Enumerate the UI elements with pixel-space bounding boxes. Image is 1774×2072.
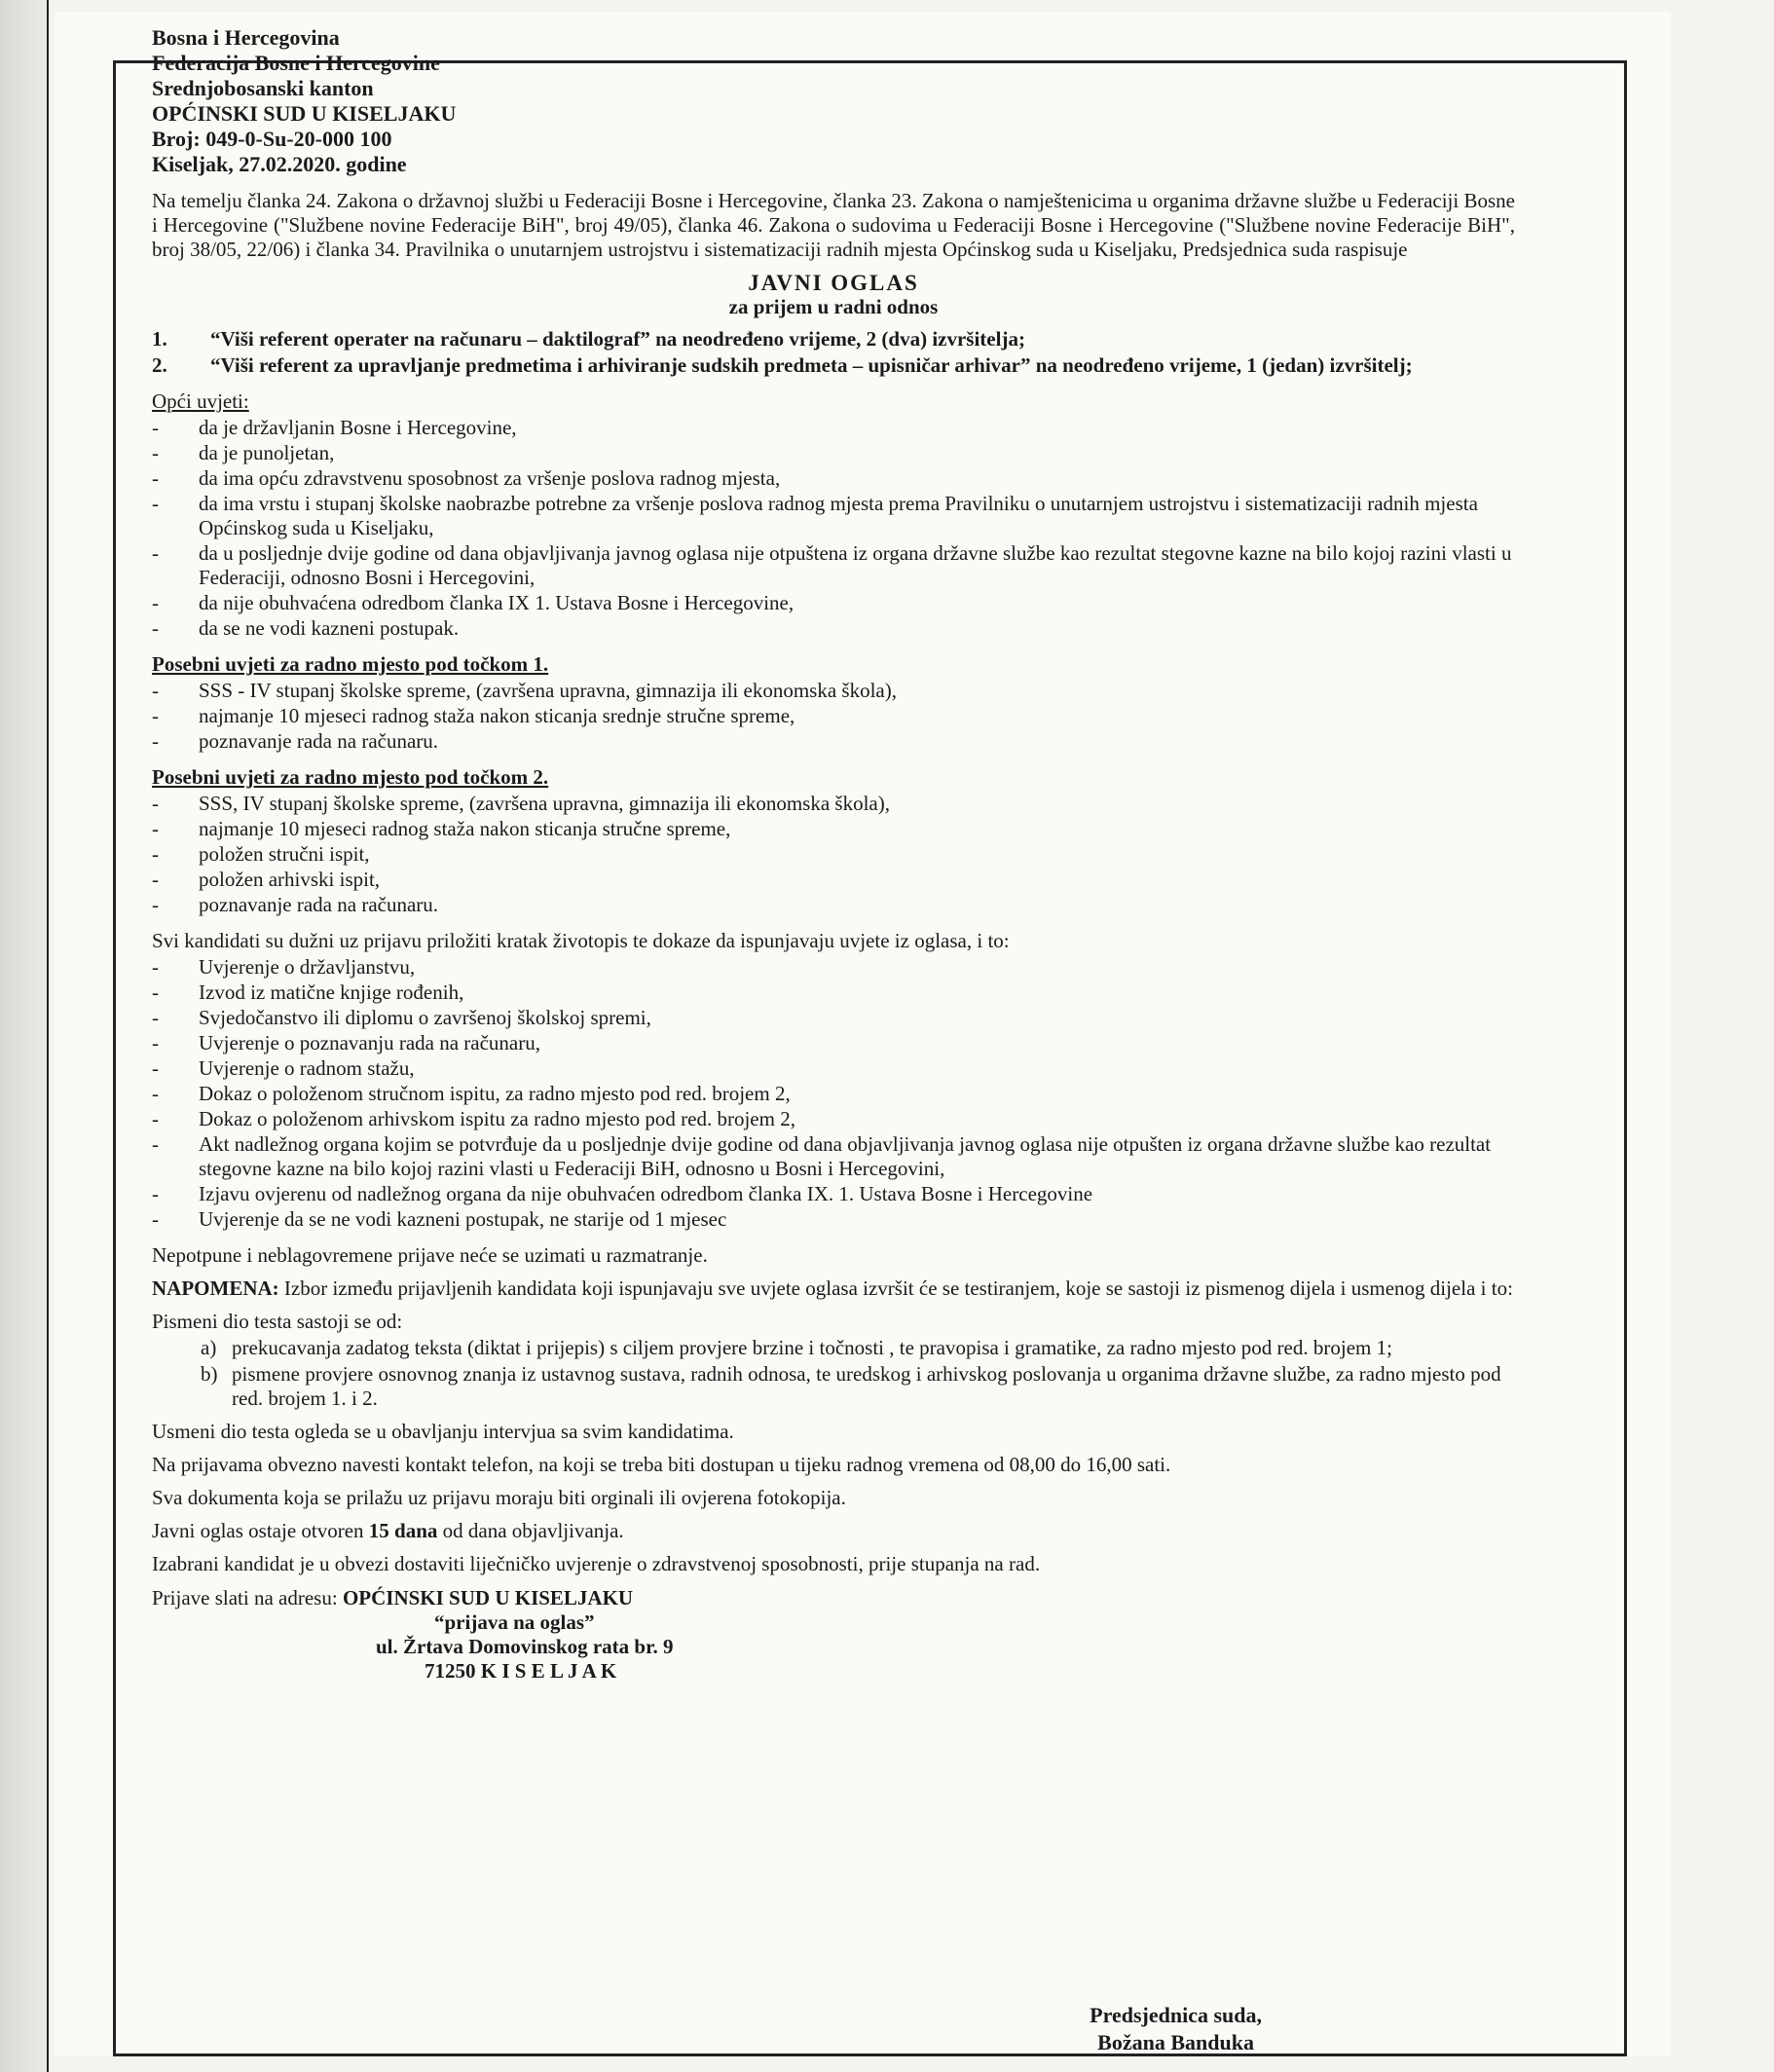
list-item-text: da je državljanin Bosne i Hercegovine,	[199, 416, 517, 439]
header-date: Kiseljak, 27.02.2020. godine	[152, 152, 407, 176]
list-item: - da nije obuhvaćena odredbom članka IX 1. Ustava Bosne i Hercegovine,	[152, 591, 1515, 615]
address-line	[152, 1659, 1515, 1684]
list-item-text: Uvjerenje o poznavanju rada na računaru,	[199, 1031, 540, 1054]
list-item-text: SSS - IV stupanj školske spreme, (završena upravna, gimnazija ili ekonomska škola),	[199, 679, 897, 702]
item-text: pismene provjere osnovnog znanja iz ustavnog sustava, radnih odnosa, te uredskog i arhivskog poslovanja u organima državne službe, za radno mjesto pod red. brojem 1. i 2.	[232, 1362, 1501, 1410]
list-item: - Izjavu ovjerenu od nadležnog organa da nije obuhvaćen odredbom članka IX. 1. Ustava Bosne i Hercegovine	[152, 1182, 1515, 1206]
address-court: OPĆINSKI SUD U KISELJAKU	[342, 1586, 634, 1610]
header-number: Broj: 049-0-Su-20-000 100	[152, 127, 392, 151]
list-item-text: poznavanje rada na računaru.	[199, 893, 439, 916]
header-court: OPĆINSKI SUD U KISELJAKU	[152, 101, 457, 126]
written-test-item-a	[201, 1336, 1515, 1360]
list-item-text: Svjedočanstvo ili diplomu o završenoj školskoj spremi,	[199, 1006, 651, 1029]
list-item-text: Uvjerenje da se ne vodi kazneni postupak, ne starije od 1 mjesec	[199, 1207, 727, 1231]
general-conditions-list	[152, 416, 1515, 641]
list-item-text: Dokaz o položenom stručnom ispitu, za radno mjesto pod red. brojem 2,	[199, 1082, 791, 1105]
list-item: - položen arhivski ispit,	[152, 868, 1515, 892]
position-item	[152, 353, 1515, 378]
header-federation: Federacija Bosne i Hercegovine	[152, 51, 440, 75]
item-label: b)	[201, 1362, 218, 1386]
position-item	[152, 327, 1515, 352]
list-item: - Akt nadležnog organa kojim se potvrđuje da u posljednje dvije godine od dana objavljivanja javnog oglasa nije otpušten iz organa državne službe kao rezultat stegovne kazne na bilo kojoj razini vlasti u Federaciji BiH, odnosno u Bosni i Hercegovini,	[152, 1132, 1515, 1181]
special-conditions-2-list	[152, 792, 1515, 917]
written-test-intro: Pismeni dio testa sastoji se od:	[152, 1310, 403, 1333]
contact-paragraph: Na prijavama obvezno navesti kontakt telefon, na koji se treba biti dostupan u tijeku radnog vremena od 08,00 do 16,00 sati.	[152, 1453, 1171, 1476]
address-line-text: ul. Žrtava Domovinskog rata br. 9	[376, 1635, 674, 1658]
list-item: - SSS - IV stupanj školske spreme, (završena upravna, gimnazija ili ekonomska škola),	[152, 679, 1515, 703]
open-period-days: 15 dana	[368, 1519, 438, 1542]
list-item: - da ima vrstu i stupanj školske naobrazbe potrebne za vršenje poslova radnog mjesta prema Pravilniku o unutarnjem ustrojstvu i sistematizaciji radnih mjesta Općinskog suda u Kiseljaku,	[152, 492, 1515, 540]
signature-name: Božana Banduka	[1097, 2030, 1254, 2054]
list-item-text: poznavanje rada na računaru.	[199, 729, 439, 753]
court-header	[152, 25, 1515, 177]
signature-role: Predsjednica suda,	[1090, 2003, 1262, 2027]
written-test-item-b	[201, 1362, 1515, 1411]
address-line-text: 71250 K I S E L J A K	[425, 1659, 617, 1683]
list-item-text: da nije obuhvaćena odredbom članka IX 1. Ustava Bosne i Hercegovine,	[199, 591, 795, 614]
positions-list	[152, 327, 1515, 378]
document-sheet	[55, 12, 1671, 2056]
list-item: - poznavanje rada na računaru.	[152, 729, 1515, 754]
general-conditions-heading: Opći uvjeti:	[152, 389, 249, 413]
list-item-text: Izvod iz matične knjige rođenih,	[199, 980, 464, 1004]
header-country: Bosna i Hercegovina	[152, 25, 340, 50]
intro-paragraph: Na temelju članka 24. Zakona o državnoj službi u Federaciji Bosne i Hercegovine, članka 23. Zakona o namještenicima u organima državne službe u Federaciji Bosne i Hercegovine ("Službene novine Federacije BiH", broj 49/05), članka 46. Zakona o sudovima u Federaciji Bosne i Hercegovine ("Službene novine Federacije BiH", broj 38/05, 22/06) i članka 34. Pravilnika o unutarnjem ustrojstvu i sistematizaciji radnih mjesta Općinskog suda u Kiseljaku, Predsjednica suda raspisuje	[152, 189, 1515, 261]
list-item: - da je punoljetan,	[152, 441, 1515, 465]
list-item-text: najmanje 10 mjeseci radnog staža nakon sticanja stručne spreme,	[199, 817, 731, 840]
page-subtitle: za prijem u radni odnos	[728, 295, 939, 318]
list-item: - da se ne vodi kazneni postupak.	[152, 616, 1515, 641]
header-canton: Srednjobosanski kanton	[152, 76, 374, 100]
incomplete-applications-note: Nepotpune i neblagovremene prijave neće se uzimati u razmatranje.	[152, 1243, 708, 1267]
position-number: 2.	[152, 353, 167, 377]
address-line-text: “prijava na oglas”	[434, 1610, 595, 1634]
list-item: - Uvjerenje o radnom stažu,	[152, 1056, 1515, 1081]
list-item: - da u posljednje dvije godine od dana objavljivanja javnog oglasa nije otpuštena iz organa državne službe kao rezultat stegovne kazne na bilo kojoj razini vlasti u Federaciji, odnosno Bosni i Hercegovini,	[152, 541, 1515, 590]
list-item: - poznavanje rada na računaru.	[152, 893, 1515, 917]
list-item: - Izvod iz matične knjige rođenih,	[152, 980, 1515, 1005]
oral-test-paragraph: Usmeni dio testa ogleda se u obavljanju intervjua sa svim kandidatima.	[152, 1420, 734, 1443]
scan-edge	[0, 0, 49, 2072]
open-period-paragraph	[152, 1519, 1515, 1543]
list-item-text: Uvjerenje o radnom stažu,	[199, 1056, 415, 1080]
special-conditions-2-heading: Posebni uvjeti za radno mjesto pod točkom 2.	[152, 765, 549, 789]
medical-paragraph: Izabrani kandidat je u obvezi dostaviti liječničko uvjerenje o zdravstvenoj sposobnosti, prije stupanja na rad.	[152, 1552, 1041, 1575]
documents-intro: Svi kandidati su dužni uz prijavu priložiti kratak životopis te dokaze da ispunjavaju uvjete iz oglasa, i to:	[152, 929, 1010, 952]
list-item: - položen stručni ispit,	[152, 842, 1515, 867]
special-conditions-1-list	[152, 679, 1515, 754]
list-item: - Uvjerenje o državljanstvu,	[152, 955, 1515, 980]
documents-list	[152, 955, 1515, 1232]
address-line	[152, 1635, 1515, 1659]
napomena-paragraph	[152, 1276, 1515, 1301]
list-item-text: Izjavu ovjerenu od nadležnog organa da nije obuhvaćen odredbom članka IX. 1. Ustava Bosne i Hercegovine	[199, 1182, 1093, 1205]
list-item: - SSS, IV stupanj školske spreme, (završena upravna, gimnazija ili ekonomska škola),	[152, 792, 1515, 816]
address-block	[152, 1586, 1515, 1684]
list-item: - da je državljanin Bosne i Hercegovine,	[152, 416, 1515, 440]
list-item-text: da se ne vodi kazneni postupak.	[199, 616, 460, 640]
napomena-text: Izbor između prijavljenih kandidata koji ispunjavaju sve uvjete oglasa izvršit će se testiranjem, koje se sastoji iz pismenog dijela i usmenog dijela i to:	[283, 1276, 1513, 1300]
list-item-text: SSS, IV stupanj školske spreme, (završena upravna, gimnazija ili ekonomska škola),	[199, 792, 890, 815]
position-text: “Viši referent za upravljanje predmetima i arhiviranje sudskih predmeta – upisničar arhivar” na neodređeno vrijeme, 1 (jedan) izvršitelj;	[210, 353, 1413, 377]
list-item: - najmanje 10 mjeseci radnog staža nakon sticanja stručne spreme,	[152, 817, 1515, 841]
item-label: a)	[201, 1336, 217, 1359]
list-item: - Dokaz o položenom stručnom ispitu, za radno mjesto pod red. brojem 2,	[152, 1082, 1515, 1106]
item-text: prekucavanja zadatog teksta (diktat i prijepis) s ciljem provjere brzine i točnosti , te pravopisa i gramatike, za radno mjesto pod red. brojem 1;	[232, 1336, 1392, 1359]
address-line	[152, 1610, 1515, 1635]
address-label: Prijave slati na adresu:	[152, 1586, 338, 1610]
list-item-text: Akt nadležnog organa kojim se potvrđuje da u posljednje dvije godine od dana objavljivanja javnog oglasa nije otpušten iz organa državne službe kao rezultat stegovne kazne na bilo kojoj razini vlasti u Federaciji BiH, odnosno u Bosni i Hercegovini,	[199, 1132, 1492, 1180]
open-period-text: Javni oglas ostaje otvoren	[152, 1519, 369, 1542]
list-item: - Uvjerenje da se ne vodi kazneni postupak, ne starije od 1 mjesec	[152, 1207, 1515, 1232]
page-title: JAVNI OGLAS	[748, 271, 919, 295]
napomena-label: NAPOMENA:	[152, 1276, 279, 1300]
list-item-text: da ima vrstu i stupanj školske naobrazbe potrebne za vršenje poslova radnog mjesta prema Pravilniku o unutarnjem ustrojstvu i sistematizaciji radnih mjesta Općinskog suda u Kiseljaku,	[199, 492, 1478, 539]
list-item-text: položen arhivski ispit,	[199, 868, 381, 891]
document-content	[152, 25, 1515, 1684]
list-item: - Svjedočanstvo ili diplomu o završenoj školskoj spremi,	[152, 1006, 1515, 1030]
address-first-line	[152, 1586, 1515, 1610]
list-item-text: da je punoljetan,	[199, 441, 335, 464]
position-text: “Viši referent operater na računaru – daktilograf” na neodređeno vrijeme, 2 (dva) izvršitelja;	[210, 327, 1025, 351]
open-period-text-end: od dana objavljivanja.	[437, 1519, 624, 1542]
special-conditions-1-heading: Posebni uvjeti za radno mjesto pod točkom 1.	[152, 652, 549, 676]
position-number: 1.	[152, 327, 167, 351]
list-item-text: Uvjerenje o državljanstvu,	[199, 955, 416, 979]
list-item-text: da ima opću zdravstvenu sposobnost za vršenje poslova radnog mjesta,	[199, 466, 781, 490]
list-item: - Dokaz o položenom arhivskom ispitu za radno mjesto pod red. brojem 2,	[152, 1107, 1515, 1131]
originals-paragraph: Sva dokumenta koja se prilažu uz prijavu moraju biti orginali ili ovjerena fotokopija.	[152, 1486, 846, 1509]
list-item-text: Dokaz o položenom arhivskom ispitu za radno mjesto pod red. brojem 2,	[199, 1107, 795, 1130]
list-item: - najmanje 10 mjeseci radnog staža nakon sticanja srednje stručne spreme,	[152, 704, 1515, 728]
list-item: - Uvjerenje o poznavanju rada na računaru,	[152, 1031, 1515, 1055]
list-item-text: položen stručni ispit,	[199, 842, 370, 866]
list-item-text: najmanje 10 mjeseci radnog staža nakon sticanja srednje stručne spreme,	[199, 704, 795, 727]
signature-block	[1090, 2002, 1262, 2056]
list-item-text: da u posljednje dvije godine od dana objavljivanja javnog oglasa nije otpuštena iz organa državne službe kao rezultat stegovne kazne na bilo kojoj razini vlasti u Federaciji, odnosno Bosni i Hercegovini,	[199, 541, 1512, 589]
list-item: - da ima opću zdravstvenu sposobnost za vršenje poslova radnog mjesta,	[152, 466, 1515, 491]
